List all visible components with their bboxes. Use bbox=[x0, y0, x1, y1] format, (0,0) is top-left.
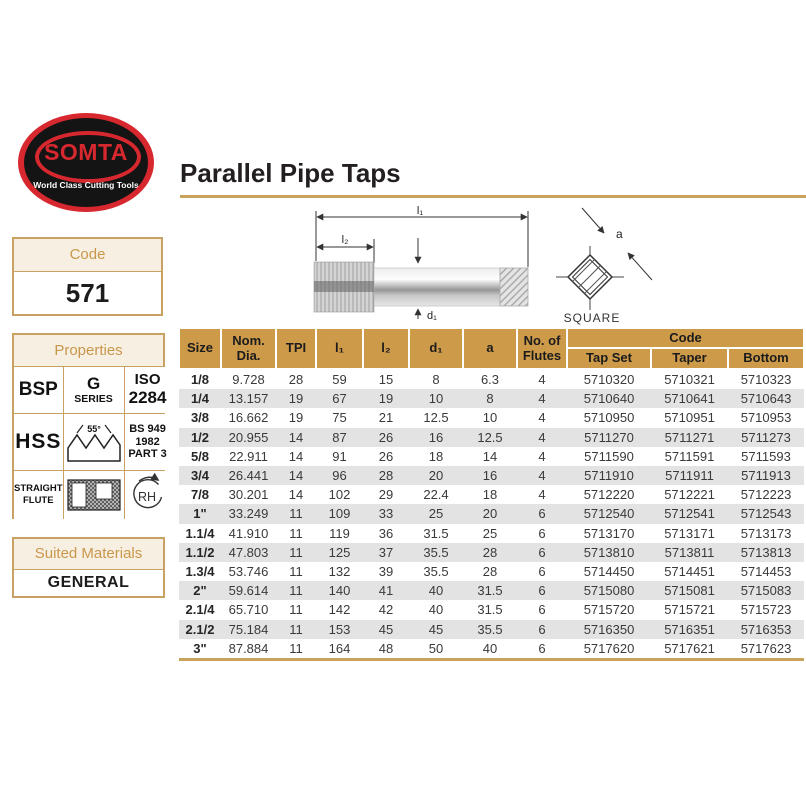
value-cell: 50 bbox=[428, 640, 444, 656]
value-cell: 8 bbox=[432, 372, 440, 387]
value-cell: 20 bbox=[428, 468, 444, 484]
value-cell: 28 bbox=[378, 468, 394, 484]
value-cell: 5713813 bbox=[740, 544, 792, 560]
size-cell: 1.1/2 bbox=[185, 544, 215, 560]
value-cell: 9.728 bbox=[232, 372, 265, 387]
property-standard: BS 949 1982 PART 3 bbox=[125, 414, 171, 470]
value-cell: 15 bbox=[378, 372, 394, 387]
value-cell: 16.662 bbox=[228, 410, 269, 426]
value-cell: 6 bbox=[538, 506, 546, 522]
value-cell: 5712540 bbox=[583, 506, 635, 522]
table-row bbox=[179, 562, 804, 581]
value-cell: 5712221 bbox=[664, 487, 715, 503]
col-d1: d₁ bbox=[409, 328, 463, 369]
value-cell: 8 bbox=[486, 391, 494, 407]
col-size: Size bbox=[179, 328, 221, 369]
property-series: G SERIES bbox=[64, 367, 124, 413]
value-cell: 25 bbox=[428, 506, 444, 522]
tap-body bbox=[314, 262, 528, 312]
value-cell: 31.5 bbox=[477, 583, 503, 599]
table-row bbox=[179, 369, 804, 389]
value-cell: 45 bbox=[378, 621, 394, 637]
size-cell: 3/8 bbox=[190, 410, 210, 426]
value-cell: 5710950 bbox=[583, 410, 635, 426]
table-row bbox=[179, 408, 804, 427]
value-cell: 35.5 bbox=[423, 544, 449, 560]
value-cell: 6 bbox=[538, 525, 546, 541]
value-cell: 16 bbox=[482, 468, 498, 484]
value-cell: 142 bbox=[328, 602, 351, 618]
value-cell: 5713810 bbox=[583, 544, 635, 560]
value-cell: 5711910 bbox=[584, 468, 634, 484]
value-cell: 20.955 bbox=[228, 429, 269, 445]
value-cell: 28 bbox=[288, 372, 304, 387]
square-label: SQUARE bbox=[563, 311, 621, 325]
value-cell: 5716353 bbox=[740, 621, 792, 637]
value-cell: 67 bbox=[332, 391, 347, 407]
value-cell: 11 bbox=[289, 564, 303, 580]
value-cell: 5711591 bbox=[664, 448, 715, 464]
col-tap-set: Tap Set bbox=[567, 348, 651, 369]
value-cell: 5711271 bbox=[664, 429, 715, 445]
value-cell: 6 bbox=[538, 544, 546, 560]
value-cell: 5717621 bbox=[664, 640, 715, 656]
col-taper: Taper bbox=[651, 348, 728, 369]
value-cell: 109 bbox=[328, 506, 351, 522]
size-cell: 1.3/4 bbox=[185, 564, 215, 580]
value-cell: 5715081 bbox=[664, 583, 715, 599]
size-cell: 3" bbox=[193, 640, 207, 656]
pipe-taps-table bbox=[178, 327, 805, 661]
value-cell: 11 bbox=[289, 621, 303, 637]
square-section-diagram bbox=[552, 200, 682, 330]
size-cell: 2.1/4 bbox=[185, 602, 215, 618]
property-flute-type: STRAIGHT FLUTE bbox=[14, 471, 63, 519]
value-cell: 10 bbox=[482, 410, 498, 426]
value-cell: 91 bbox=[332, 448, 347, 464]
value-cell: 40 bbox=[428, 602, 444, 618]
value-cell: 11 bbox=[289, 602, 303, 618]
value-cell: 41.910 bbox=[228, 525, 269, 541]
value-cell: 12.5 bbox=[477, 429, 503, 445]
col-nom-dia: Nom. Dia. bbox=[221, 328, 276, 369]
table-row bbox=[179, 620, 804, 639]
value-cell: 33.249 bbox=[228, 506, 269, 522]
value-cell: 5714450 bbox=[583, 564, 635, 580]
properties-grid bbox=[14, 367, 167, 519]
value-cell: 5714451 bbox=[664, 564, 715, 580]
l1-label: l₁ bbox=[416, 205, 424, 217]
value-cell: 5710323 bbox=[740, 372, 792, 387]
value-cell: 31.5 bbox=[477, 602, 503, 618]
value-cell: 4 bbox=[538, 410, 546, 426]
value-cell: 11 bbox=[289, 506, 303, 522]
value-cell: 59 bbox=[332, 372, 347, 387]
value-cell: 59.614 bbox=[228, 583, 269, 599]
value-cell: 10 bbox=[428, 391, 444, 407]
value-cell: 5711593 bbox=[741, 448, 791, 464]
value-cell: 4 bbox=[538, 487, 546, 503]
value-cell: 18 bbox=[482, 487, 498, 503]
value-cell: 28 bbox=[482, 564, 498, 580]
size-cell: 1/4 bbox=[190, 391, 210, 407]
value-cell: 16 bbox=[428, 429, 444, 445]
value-cell: 36 bbox=[378, 525, 394, 541]
value-cell: 11 bbox=[289, 583, 303, 599]
value-cell: 28 bbox=[482, 544, 498, 560]
title-rule bbox=[180, 195, 806, 198]
value-cell: 26.441 bbox=[228, 468, 269, 484]
a-label: a bbox=[616, 227, 623, 241]
col-code-group: Code bbox=[567, 328, 804, 348]
value-cell: 6.3 bbox=[480, 372, 500, 387]
value-cell: 5714453 bbox=[740, 564, 792, 580]
suited-materials-box bbox=[12, 537, 165, 598]
value-cell: 6 bbox=[538, 621, 546, 637]
property-flute-section bbox=[64, 471, 124, 519]
value-cell: 5711273 bbox=[741, 429, 791, 445]
value-cell: 153 bbox=[328, 621, 351, 637]
value-cell: 125 bbox=[328, 544, 351, 560]
value-cell: 4 bbox=[538, 468, 546, 484]
value-cell: 14 bbox=[288, 448, 304, 464]
dimension-l2 bbox=[317, 234, 374, 263]
value-cell: 164 bbox=[328, 640, 351, 656]
value-cell: 22.911 bbox=[229, 448, 268, 464]
page-title: Parallel Pipe Taps bbox=[180, 158, 401, 188]
suited-materials-header: Suited Materials bbox=[14, 539, 163, 570]
logo-brand-name: SOMTA bbox=[44, 139, 128, 165]
value-cell: 5711911 bbox=[665, 468, 714, 484]
value-cell: 5711913 bbox=[741, 468, 791, 484]
value-cell: 5715083 bbox=[740, 583, 792, 599]
properties-box bbox=[12, 333, 165, 519]
value-cell: 5710320 bbox=[583, 372, 635, 387]
value-cell: 5713170 bbox=[583, 525, 635, 541]
table-row bbox=[179, 543, 804, 562]
size-cell: 1/8 bbox=[190, 372, 210, 387]
size-cell: 1.1/4 bbox=[185, 525, 215, 541]
value-cell: 33 bbox=[378, 506, 394, 522]
value-cell: 41 bbox=[378, 583, 394, 599]
value-cell: 75 bbox=[332, 410, 347, 426]
square-section bbox=[562, 252, 626, 316]
property-iso: ISO 2284 bbox=[125, 367, 171, 413]
thread-profile-icon bbox=[64, 421, 124, 463]
value-cell: 5712223 bbox=[740, 487, 792, 503]
code-box-header: Code bbox=[14, 239, 161, 272]
col-bottom: Bottom bbox=[728, 348, 804, 369]
value-cell: 4 bbox=[538, 429, 546, 445]
table-row bbox=[179, 466, 804, 485]
value-cell: 39 bbox=[378, 564, 394, 580]
value-cell: 4 bbox=[538, 372, 546, 387]
value-cell: 5715720 bbox=[583, 602, 635, 618]
size-cell: 3/4 bbox=[190, 468, 210, 484]
table-row bbox=[179, 428, 804, 447]
size-cell: 5/8 bbox=[190, 448, 210, 464]
value-cell: 42 bbox=[378, 602, 394, 618]
flute-section-icon bbox=[66, 477, 122, 513]
rh-rotation-icon bbox=[125, 472, 171, 518]
size-cell: 1/2 bbox=[190, 429, 210, 445]
value-cell: 5713171 bbox=[664, 525, 715, 541]
value-cell: 119 bbox=[329, 525, 350, 541]
d1-label: d₁ bbox=[427, 310, 437, 320]
value-cell: 29 bbox=[378, 487, 394, 503]
value-cell: 40 bbox=[428, 583, 444, 599]
table-row bbox=[179, 389, 804, 408]
value-cell: 140 bbox=[328, 583, 351, 599]
value-cell: 5710641 bbox=[664, 391, 715, 407]
code-box bbox=[12, 237, 163, 316]
value-cell: 35.5 bbox=[423, 564, 449, 580]
code-value: 571 bbox=[65, 278, 110, 308]
value-cell: 5712543 bbox=[740, 506, 792, 522]
value-cell: 37 bbox=[378, 544, 394, 560]
value-cell: 5713811 bbox=[664, 544, 715, 560]
value-cell: 5716351 bbox=[664, 621, 715, 637]
value-cell: 4 bbox=[538, 391, 546, 407]
rh-label: RH bbox=[137, 490, 156, 504]
value-cell: 25 bbox=[482, 525, 498, 541]
dimension-d1 bbox=[418, 309, 437, 320]
value-cell: 30.201 bbox=[228, 487, 269, 503]
value-cell: 26 bbox=[378, 429, 394, 445]
value-cell: 19 bbox=[288, 391, 304, 407]
value-cell: 31.5 bbox=[423, 525, 449, 541]
value-cell: 13.157 bbox=[228, 391, 269, 407]
somta-logo bbox=[18, 113, 154, 212]
value-cell: 14 bbox=[288, 468, 304, 484]
table-row bbox=[179, 447, 804, 466]
value-cell: 87.884 bbox=[228, 640, 269, 656]
value-cell: 5715723 bbox=[740, 602, 792, 618]
table-row bbox=[179, 524, 804, 543]
property-thread-angle bbox=[64, 414, 124, 470]
size-cell: 2.1/2 bbox=[185, 621, 215, 637]
value-cell: 6 bbox=[538, 602, 546, 618]
properties-box-header: Properties bbox=[14, 335, 163, 367]
value-cell: 4 bbox=[538, 448, 546, 464]
value-cell: 5713173 bbox=[740, 525, 792, 541]
value-cell: 5710953 bbox=[740, 410, 792, 426]
value-cell: 14 bbox=[288, 487, 304, 503]
value-cell: 132 bbox=[328, 564, 351, 580]
table-row bbox=[179, 639, 804, 660]
value-cell: 19 bbox=[288, 410, 304, 426]
size-cell: 1" bbox=[193, 506, 207, 522]
col-flutes: No. of Flutes bbox=[517, 328, 567, 369]
value-cell: 45 bbox=[428, 621, 444, 637]
value-cell: 5715080 bbox=[583, 583, 635, 599]
value-cell: 65.710 bbox=[228, 602, 269, 618]
value-cell: 5710951 bbox=[664, 410, 715, 426]
value-cell: 5712220 bbox=[583, 487, 635, 503]
value-cell: 11 bbox=[289, 640, 303, 656]
value-cell: 5717620 bbox=[583, 640, 635, 656]
value-cell: 12.5 bbox=[423, 410, 449, 426]
value-cell: 18 bbox=[428, 448, 444, 464]
value-cell: 11 bbox=[289, 525, 303, 541]
value-cell: 102 bbox=[328, 487, 351, 503]
value-cell: 14 bbox=[288, 429, 304, 445]
value-cell: 5711590 bbox=[584, 448, 634, 464]
value-cell: 87 bbox=[332, 429, 347, 445]
value-cell: 6 bbox=[538, 583, 546, 599]
col-a: a bbox=[463, 328, 517, 369]
size-cell: 2" bbox=[193, 583, 207, 599]
value-cell: 6 bbox=[538, 640, 546, 656]
value-cell: 26 bbox=[378, 448, 394, 464]
value-cell: 5717623 bbox=[740, 640, 792, 656]
value-cell: 75.184 bbox=[228, 621, 269, 637]
value-cell: 14 bbox=[482, 448, 498, 464]
value-cell: 20 bbox=[482, 506, 498, 522]
table-header bbox=[179, 328, 804, 369]
value-cell: 5712541 bbox=[664, 506, 715, 522]
logo-tagline: World Class Cutting Tools bbox=[33, 180, 139, 190]
value-cell: 21 bbox=[378, 410, 394, 426]
value-cell: 48 bbox=[378, 640, 394, 656]
table-row bbox=[179, 504, 804, 523]
col-l2: l₂ bbox=[363, 328, 409, 369]
table-body bbox=[179, 369, 804, 660]
value-cell: 5716350 bbox=[583, 621, 635, 637]
value-cell: 47.803 bbox=[228, 544, 269, 560]
table-row bbox=[179, 600, 804, 619]
logo-inner bbox=[24, 118, 148, 207]
l2-label: l₂ bbox=[341, 234, 349, 246]
value-cell: 5711270 bbox=[584, 429, 634, 445]
value-cell: 11 bbox=[289, 544, 303, 560]
value-cell: 6 bbox=[538, 564, 546, 580]
property-material: HSS bbox=[14, 414, 63, 470]
table-row bbox=[179, 581, 804, 600]
value-cell: 22.4 bbox=[423, 487, 449, 503]
value-cell: 96 bbox=[332, 468, 347, 484]
value-cell: 19 bbox=[378, 391, 394, 407]
col-tpi: TPI bbox=[276, 328, 316, 369]
size-cell: 7/8 bbox=[190, 487, 210, 503]
property-rotation bbox=[125, 471, 171, 519]
value-cell: 5710640 bbox=[583, 391, 635, 407]
tap-technical-drawing bbox=[300, 205, 535, 320]
value-cell: 40 bbox=[482, 640, 498, 656]
value-cell: 5710643 bbox=[740, 391, 792, 407]
suited-materials-value: GENERAL bbox=[47, 574, 130, 591]
value-cell: 5710321 bbox=[664, 372, 715, 387]
property-thread-standard: BSP bbox=[14, 367, 63, 413]
value-cell: 5715721 bbox=[664, 602, 715, 618]
table-row bbox=[179, 485, 804, 504]
col-l1: l₁ bbox=[316, 328, 363, 369]
thread-angle-label: 55° bbox=[86, 424, 101, 434]
value-cell: 35.5 bbox=[477, 621, 503, 637]
value-cell: 53.746 bbox=[228, 564, 269, 580]
